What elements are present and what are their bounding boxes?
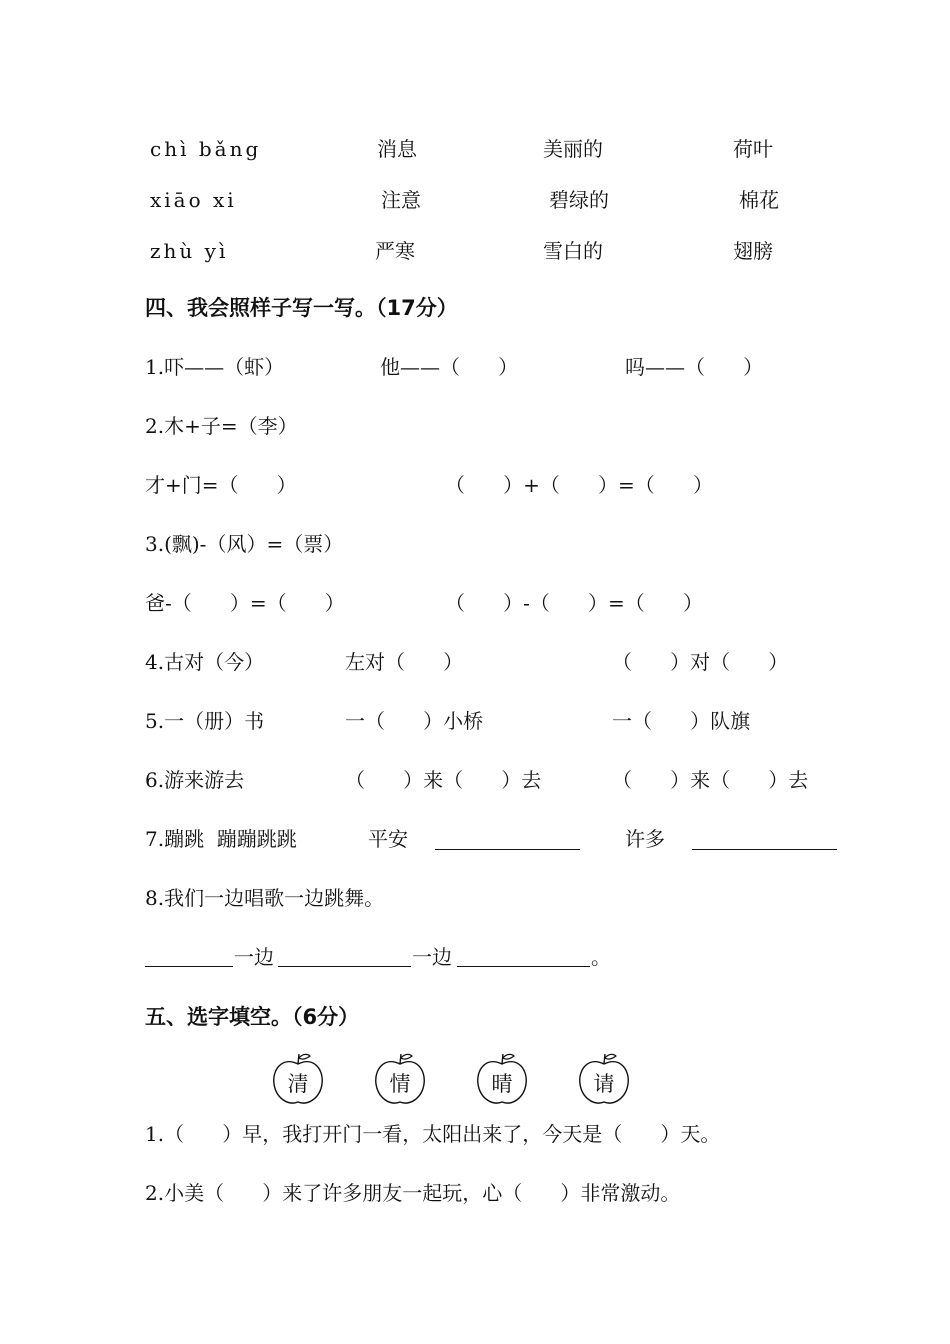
word-2: 注意 xyxy=(381,188,421,212)
q5-item-a[interactable]: 一（ ）小桥 xyxy=(345,709,484,733)
q7-word-a: 平安 xyxy=(368,827,408,851)
q4-item-a[interactable]: 左对（ ） xyxy=(345,650,464,674)
section-5-heading: 五、选字填空。（6分） xyxy=(145,1005,360,1029)
word-3: 严寒 xyxy=(375,239,415,263)
q8-connector-a: 一边 xyxy=(234,945,274,969)
fill-question-1[interactable]: 1.（ ）早，我打开门一看，太阳出来了，今天是（ ）天。 xyxy=(145,1122,721,1146)
noun-2: 棉花 xyxy=(739,188,779,212)
q8-answer-line-b[interactable] xyxy=(278,966,411,967)
q1-item-a[interactable]: 他——（ ） xyxy=(380,355,519,379)
apple-choice-2 xyxy=(374,1052,434,1108)
q8-answer-line-a[interactable] xyxy=(145,966,233,967)
q7-example: 7.蹦跳 蹦蹦跳跳 xyxy=(145,827,297,851)
q5-example: 5.一（册）书 xyxy=(145,709,265,733)
q3-item-a[interactable]: 爸-（ ）=（ ） xyxy=(145,591,345,615)
q4-example: 4.古对（今） xyxy=(145,650,265,674)
q4-item-b[interactable]: （ ）对（ ） xyxy=(612,650,789,674)
word-1: 消息 xyxy=(377,137,417,161)
adjective-3: 雪白的 xyxy=(543,239,603,263)
q1-item-b[interactable]: 吗——（ ） xyxy=(625,355,764,379)
q3-item-b[interactable]: （ ）-（ ）=（ ） xyxy=(445,591,703,615)
section-4-heading: 四、我会照样子写一写。（17分） xyxy=(145,296,458,320)
adjective-2: 碧绿的 xyxy=(549,188,609,212)
q8-answer-line-c[interactable] xyxy=(457,966,590,967)
pinyin-3: zhù yì xyxy=(150,239,229,263)
apple-char-2: 情 xyxy=(389,1072,411,1096)
q8-period: 。 xyxy=(591,945,611,969)
apple-char-1: 清 xyxy=(287,1072,309,1096)
apple-choice-3 xyxy=(476,1052,536,1108)
q7-answer-line-a[interactable] xyxy=(435,849,580,850)
q6-item-b[interactable]: （ ）来（ ）去 xyxy=(612,768,809,792)
q2-item-a[interactable]: 才+门=（ ） xyxy=(145,473,297,497)
pinyin-2: xiāo xi xyxy=(150,188,237,212)
apple-char-3: 晴 xyxy=(491,1072,513,1096)
q3-example: 3.(飘)-（风）=（票） xyxy=(145,532,344,556)
q1-example: 1.吓——（虾） xyxy=(145,355,285,379)
q5-item-b[interactable]: 一（ ）队旗 xyxy=(612,709,751,733)
fill-question-2[interactable]: 2.小美（ ）来了许多朋友一起玩，心（ ）非常激动。 xyxy=(145,1181,681,1205)
apple-char-4: 请 xyxy=(593,1072,615,1096)
q7-answer-line-b[interactable] xyxy=(692,849,837,850)
pinyin-1: chì bǎng xyxy=(150,137,262,161)
noun-3: 翅膀 xyxy=(733,239,773,263)
q2-item-b[interactable]: （ ）+（ ）=（ ） xyxy=(445,473,713,497)
q6-example: 6.游来游去 xyxy=(145,768,245,792)
q7-word-b: 许多 xyxy=(625,827,665,851)
noun-1: 荷叶 xyxy=(733,137,773,161)
q6-item-a[interactable]: （ ）来（ ）去 xyxy=(345,768,542,792)
q8-example: 8.我们一边唱歌一边跳舞。 xyxy=(145,886,385,910)
adjective-1: 美丽的 xyxy=(543,137,603,161)
q2-example: 2.木+子=（李） xyxy=(145,414,298,438)
apple-choice-4 xyxy=(578,1052,638,1108)
apple-choice-1 xyxy=(272,1052,332,1108)
q8-connector-b: 一边 xyxy=(412,945,452,969)
